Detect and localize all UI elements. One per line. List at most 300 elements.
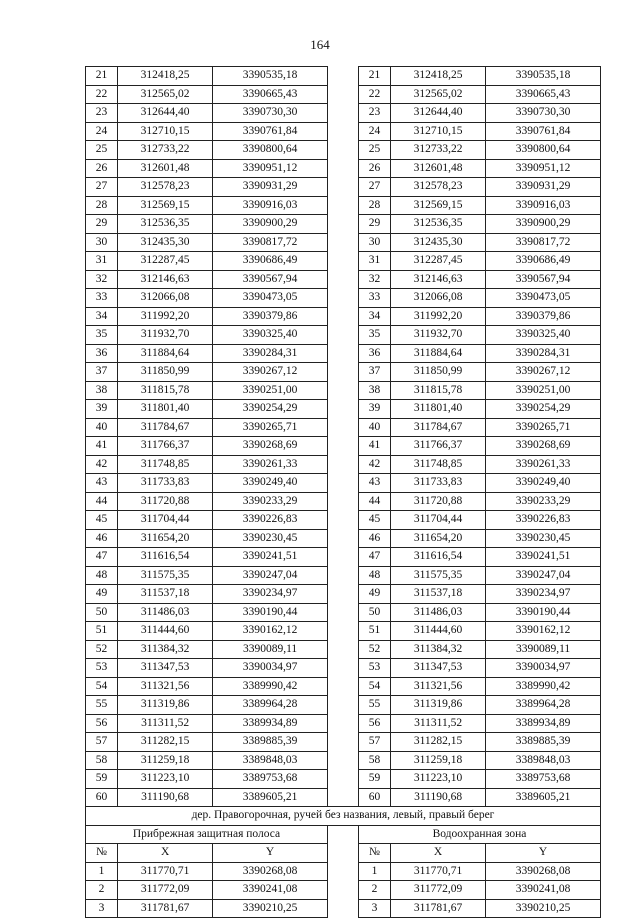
point-number: 2 (86, 881, 118, 900)
coord-y: 3390162,12 (213, 622, 328, 641)
table-row (86, 659, 601, 678)
table-row (86, 122, 601, 141)
coord-x: 311784,67 (391, 418, 486, 437)
point-number: 32 (358, 270, 390, 289)
table-row (86, 141, 601, 160)
coord-y: 3390665,43 (213, 85, 328, 104)
point-number: 28 (358, 196, 390, 215)
table-row (86, 622, 601, 641)
column-gap (327, 603, 358, 622)
coord-y: 3389605,21 (486, 788, 601, 807)
coord-x: 312733,22 (391, 141, 486, 160)
coord-y: 3390034,97 (213, 659, 328, 678)
table-row (86, 770, 601, 789)
coord-x: 311784,67 (118, 418, 213, 437)
coord-y: 3390230,45 (213, 529, 328, 548)
coord-y: 3390226,83 (486, 511, 601, 530)
table-row (86, 178, 601, 197)
point-number: 46 (358, 529, 390, 548)
coord-x: 312578,23 (118, 178, 213, 197)
coord-y: 3390254,29 (486, 400, 601, 419)
column-gap (327, 492, 358, 511)
column-gap (327, 215, 358, 234)
table-row (86, 381, 601, 400)
table-row (86, 492, 601, 511)
coord-x: 312565,02 (118, 85, 213, 104)
coord-y: 3390268,08 (486, 862, 601, 881)
coord-x: 311537,18 (118, 585, 213, 604)
coord-x: 312146,63 (118, 270, 213, 289)
point-number: 57 (86, 733, 118, 752)
table-row (86, 437, 601, 456)
table-row (86, 566, 601, 585)
coord-y: 3390817,72 (486, 233, 601, 252)
column-gap (327, 566, 358, 585)
header-x: X (118, 844, 213, 863)
coord-x: 312536,35 (391, 215, 486, 234)
coord-y: 3390034,97 (486, 659, 601, 678)
column-gap (327, 252, 358, 271)
coord-x: 311616,54 (391, 548, 486, 567)
coord-y: 3389885,39 (486, 733, 601, 752)
column-gap (327, 899, 358, 918)
table-row (86, 196, 601, 215)
coord-x: 312569,15 (391, 196, 486, 215)
section-title-row (86, 807, 601, 826)
point-number: 27 (86, 178, 118, 197)
coord-x: 312601,48 (118, 159, 213, 178)
point-number: 50 (358, 603, 390, 622)
coord-x: 311781,67 (391, 899, 486, 918)
coord-x: 312536,35 (118, 215, 213, 234)
coord-y: 3390916,03 (486, 196, 601, 215)
column-gap (327, 529, 358, 548)
coord-x: 311815,78 (118, 381, 213, 400)
coord-x: 311733,83 (391, 474, 486, 493)
table-row (86, 862, 601, 881)
table-row (86, 289, 601, 308)
point-number: 54 (86, 677, 118, 696)
point-number: 59 (358, 770, 390, 789)
column-gap (327, 270, 358, 289)
point-number: 24 (86, 122, 118, 141)
coord-y: 3390379,86 (486, 307, 601, 326)
coord-y: 3390241,51 (213, 548, 328, 567)
coord-y: 3390247,04 (213, 566, 328, 585)
coord-x: 312418,25 (118, 67, 213, 86)
column-gap (327, 770, 358, 789)
coord-y: 3390535,18 (486, 67, 601, 86)
coord-x: 311347,53 (391, 659, 486, 678)
coord-y: 3389934,89 (213, 714, 328, 733)
coord-y: 3390241,08 (213, 881, 328, 900)
coord-x: 311884,64 (391, 344, 486, 363)
coord-x: 311384,32 (391, 640, 486, 659)
coord-y: 3390268,08 (213, 862, 328, 881)
coord-y: 3390567,94 (486, 270, 601, 289)
coord-x: 311311,52 (391, 714, 486, 733)
coord-x: 311815,78 (391, 381, 486, 400)
coord-x: 311770,71 (118, 862, 213, 881)
point-number: 54 (358, 677, 390, 696)
coord-x: 311801,40 (391, 400, 486, 419)
coord-y: 3390233,29 (486, 492, 601, 511)
table-row (86, 696, 601, 715)
point-number: 31 (86, 252, 118, 271)
coord-x: 312418,25 (391, 67, 486, 86)
point-number: 58 (86, 751, 118, 770)
right-heading: Водоохранная зона (358, 825, 600, 844)
coord-y: 3390665,43 (486, 85, 601, 104)
coord-x: 312644,40 (118, 104, 213, 123)
coord-x: 312287,45 (391, 252, 486, 271)
coord-y: 3390800,64 (213, 141, 328, 160)
point-number: 60 (86, 788, 118, 807)
table-row (86, 363, 601, 382)
coord-y: 3390234,97 (213, 585, 328, 604)
coord-y: 3390817,72 (213, 233, 328, 252)
point-number: 51 (86, 622, 118, 641)
coord-y: 3390916,03 (213, 196, 328, 215)
section-heading-row (86, 825, 601, 844)
point-number: 60 (358, 788, 390, 807)
table-row (86, 751, 601, 770)
coord-x: 311720,88 (391, 492, 486, 511)
column-gap (327, 67, 358, 86)
column-gap (327, 659, 358, 678)
coord-y: 3390325,40 (486, 326, 601, 345)
coord-x: 311932,70 (118, 326, 213, 345)
section-title: дер. Правогорочная, ручей без названия, левый, правый берег (86, 807, 601, 826)
column-gap (327, 881, 358, 900)
point-number: 28 (86, 196, 118, 215)
column-gap (327, 474, 358, 493)
column-gap (327, 178, 358, 197)
coord-y: 3390261,33 (213, 455, 328, 474)
page-number: 164 (310, 37, 330, 52)
coord-x: 311537,18 (391, 585, 486, 604)
point-number: 1 (86, 862, 118, 881)
point-number: 30 (358, 233, 390, 252)
table-row (86, 159, 601, 178)
point-number: 42 (358, 455, 390, 474)
table-row (86, 233, 601, 252)
coord-x: 311282,15 (118, 733, 213, 752)
coord-y: 3389848,03 (486, 751, 601, 770)
point-number: 25 (358, 141, 390, 160)
coordinates-table (85, 66, 601, 918)
coord-y: 3390730,30 (486, 104, 601, 123)
coord-x: 311992,20 (118, 307, 213, 326)
coord-x: 312435,30 (118, 233, 213, 252)
coord-x: 311850,99 (118, 363, 213, 382)
coord-x: 311486,03 (391, 603, 486, 622)
point-number: 45 (358, 511, 390, 530)
coord-y: 3390247,04 (486, 566, 601, 585)
coord-y: 3390251,00 (213, 381, 328, 400)
point-number: 34 (86, 307, 118, 326)
coord-x: 311190,68 (118, 788, 213, 807)
coord-y: 3390800,64 (486, 141, 601, 160)
point-number: 53 (86, 659, 118, 678)
point-number: 37 (86, 363, 118, 382)
header-number: № (358, 844, 390, 863)
point-number: 35 (358, 326, 390, 345)
table-row (86, 215, 601, 234)
coord-x: 311850,99 (391, 363, 486, 382)
coord-x: 311704,44 (118, 511, 213, 530)
point-number: 33 (358, 289, 390, 308)
coord-y: 3390249,40 (213, 474, 328, 493)
coord-y: 3390951,12 (486, 159, 601, 178)
header-y: Y (486, 844, 601, 863)
table-row (86, 85, 601, 104)
coord-y: 3390190,44 (486, 603, 601, 622)
coord-y: 3389934,89 (486, 714, 601, 733)
point-number: 23 (358, 104, 390, 123)
coord-y: 3390210,25 (213, 899, 328, 918)
coord-y: 3389753,68 (486, 770, 601, 789)
column-gap (327, 622, 358, 641)
point-number: 53 (358, 659, 390, 678)
coord-x: 311259,18 (118, 751, 213, 770)
coord-x: 312066,08 (118, 289, 213, 308)
coord-y: 3390473,05 (213, 289, 328, 308)
coord-x: 311932,70 (391, 326, 486, 345)
point-number: 59 (86, 770, 118, 789)
coord-y: 3390265,71 (213, 418, 328, 437)
coord-x: 311654,20 (118, 529, 213, 548)
point-number: 49 (86, 585, 118, 604)
coord-x: 311772,09 (118, 881, 213, 900)
coord-y: 3390931,29 (486, 178, 601, 197)
point-number: 47 (86, 548, 118, 567)
coord-x: 311223,10 (118, 770, 213, 789)
coord-y: 3390089,11 (213, 640, 328, 659)
coord-x: 311223,10 (391, 770, 486, 789)
column-gap (327, 307, 358, 326)
coord-y: 3390931,29 (213, 178, 328, 197)
coord-y: 3390234,97 (486, 585, 601, 604)
coord-y: 3390473,05 (486, 289, 601, 308)
table-row (86, 344, 601, 363)
point-number: 21 (86, 67, 118, 86)
coord-y: 3389605,21 (213, 788, 328, 807)
point-number: 29 (358, 215, 390, 234)
coord-y: 3390325,40 (213, 326, 328, 345)
coord-x: 311321,56 (118, 677, 213, 696)
point-number: 2 (358, 881, 390, 900)
coord-x: 311772,09 (391, 881, 486, 900)
point-number: 41 (358, 437, 390, 456)
point-number: 38 (358, 381, 390, 400)
header-number: № (86, 844, 118, 863)
point-number: 35 (86, 326, 118, 345)
column-gap (327, 85, 358, 104)
coord-x: 311766,37 (391, 437, 486, 456)
column-gap (327, 788, 358, 807)
table-row (86, 418, 601, 437)
column-gap (327, 400, 358, 419)
column-gap (327, 141, 358, 160)
table-row (86, 252, 601, 271)
coord-x: 311748,85 (391, 455, 486, 474)
table-row (86, 585, 601, 604)
point-number: 29 (86, 215, 118, 234)
point-number: 46 (86, 529, 118, 548)
coord-y: 3390251,00 (486, 381, 601, 400)
coord-y: 3390265,71 (486, 418, 601, 437)
point-number: 49 (358, 585, 390, 604)
column-gap (327, 751, 358, 770)
point-number: 48 (358, 566, 390, 585)
coord-x: 311781,67 (118, 899, 213, 918)
coord-y: 3390686,49 (213, 252, 328, 271)
column-gap (327, 585, 358, 604)
coord-y: 3390284,31 (486, 344, 601, 363)
coord-x: 311992,20 (391, 307, 486, 326)
column-gap (327, 640, 358, 659)
point-number: 33 (86, 289, 118, 308)
coord-x: 311282,15 (391, 733, 486, 752)
coord-y: 3390900,29 (213, 215, 328, 234)
coord-x: 312146,63 (391, 270, 486, 289)
table-row (86, 326, 601, 345)
point-number: 27 (358, 178, 390, 197)
point-number: 52 (358, 640, 390, 659)
point-number: 47 (358, 548, 390, 567)
coord-x: 311575,35 (118, 566, 213, 585)
column-gap (327, 418, 358, 437)
coord-x: 312644,40 (391, 104, 486, 123)
point-number: 21 (358, 67, 390, 86)
coord-x: 311654,20 (391, 529, 486, 548)
table-row (86, 307, 601, 326)
point-number: 50 (86, 603, 118, 622)
coord-y: 3390951,12 (213, 159, 328, 178)
header-y: Y (213, 844, 328, 863)
column-gap (327, 455, 358, 474)
point-number: 55 (86, 696, 118, 715)
column-gap (327, 344, 358, 363)
coord-y: 3390089,11 (486, 640, 601, 659)
coord-x: 312569,15 (118, 196, 213, 215)
coord-x: 311884,64 (118, 344, 213, 363)
column-gap (327, 825, 358, 844)
coord-x: 311319,86 (391, 696, 486, 715)
left-heading: Прибрежная защитная полоса (86, 825, 328, 844)
coord-x: 311444,60 (118, 622, 213, 641)
point-number: 37 (358, 363, 390, 382)
point-number: 36 (86, 344, 118, 363)
point-number: 36 (358, 344, 390, 363)
table-row (86, 455, 601, 474)
point-number: 34 (358, 307, 390, 326)
table-row (86, 714, 601, 733)
coord-y: 3390249,40 (486, 474, 601, 493)
point-number: 26 (358, 159, 390, 178)
coord-y: 3390686,49 (486, 252, 601, 271)
point-number: 43 (358, 474, 390, 493)
column-gap (327, 548, 358, 567)
point-number: 23 (86, 104, 118, 123)
point-number: 55 (358, 696, 390, 715)
coord-y: 3390241,08 (486, 881, 601, 900)
point-number: 43 (86, 474, 118, 493)
table-row (86, 104, 601, 123)
coord-y: 3390190,44 (213, 603, 328, 622)
point-number: 52 (86, 640, 118, 659)
point-number: 40 (86, 418, 118, 437)
point-number: 3 (358, 899, 390, 918)
coord-x: 312066,08 (391, 289, 486, 308)
column-gap (327, 289, 358, 308)
column-gap (327, 233, 358, 252)
coord-y: 3390241,51 (486, 548, 601, 567)
point-number: 56 (358, 714, 390, 733)
point-number: 39 (86, 400, 118, 419)
coord-x: 311575,35 (391, 566, 486, 585)
point-number: 41 (86, 437, 118, 456)
table-row (86, 788, 601, 807)
point-number: 1 (358, 862, 390, 881)
point-number: 22 (358, 85, 390, 104)
table-row (86, 603, 601, 622)
point-number: 44 (358, 492, 390, 511)
coord-y: 3390230,45 (486, 529, 601, 548)
coord-y: 3390900,29 (486, 215, 601, 234)
coord-y: 3390162,12 (486, 622, 601, 641)
coord-x: 311704,44 (391, 511, 486, 530)
coord-y: 3389990,42 (486, 677, 601, 696)
column-gap (327, 159, 358, 178)
coord-x: 311616,54 (118, 548, 213, 567)
column-gap (327, 363, 358, 382)
point-number: 22 (86, 85, 118, 104)
coord-y: 3390210,25 (486, 899, 601, 918)
coord-y: 3389964,28 (213, 696, 328, 715)
column-header-row (86, 844, 601, 863)
table-row (86, 400, 601, 419)
coord-y: 3390379,86 (213, 307, 328, 326)
point-number: 48 (86, 566, 118, 585)
coord-y: 3390267,12 (486, 363, 601, 382)
point-number: 3 (86, 899, 118, 918)
coord-y: 3389990,42 (213, 677, 328, 696)
column-gap (327, 122, 358, 141)
coord-x: 311766,37 (118, 437, 213, 456)
column-gap (327, 714, 358, 733)
coord-y: 3390730,30 (213, 104, 328, 123)
coord-x: 311720,88 (118, 492, 213, 511)
point-number: 42 (86, 455, 118, 474)
coord-y: 3390761,84 (213, 122, 328, 141)
column-gap (327, 437, 358, 456)
point-number: 31 (358, 252, 390, 271)
column-gap (327, 196, 358, 215)
coord-x: 311259,18 (391, 751, 486, 770)
coord-y: 3389848,03 (213, 751, 328, 770)
point-number: 56 (86, 714, 118, 733)
table-row (86, 270, 601, 289)
coord-x: 312287,45 (118, 252, 213, 271)
coord-x: 311486,03 (118, 603, 213, 622)
coord-x: 311319,86 (118, 696, 213, 715)
column-gap (327, 844, 358, 863)
point-number: 44 (86, 492, 118, 511)
coord-y: 3390226,83 (213, 511, 328, 530)
point-number: 57 (358, 733, 390, 752)
